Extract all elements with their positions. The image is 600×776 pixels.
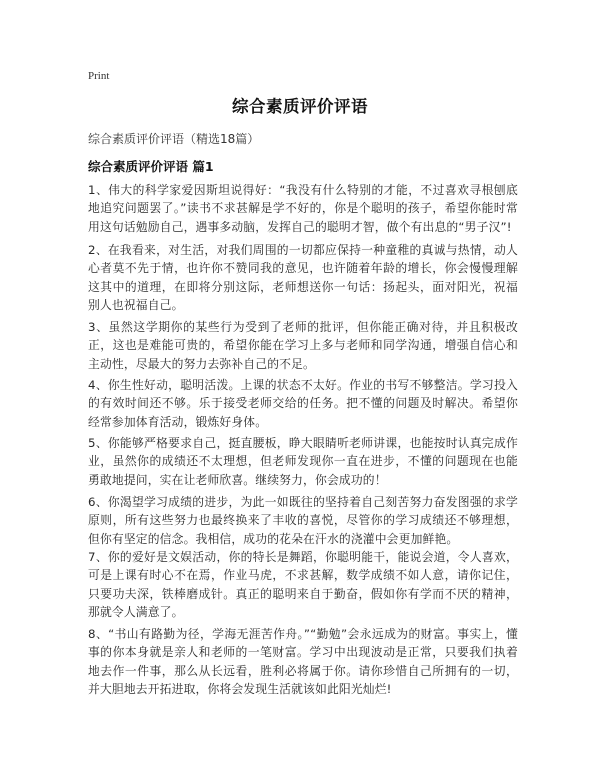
comment-paragraph-4: 4、你生性好动，聪明活泼。上课的状态不太好。作业的书写不够整洁。学习投入的有效时间还不够。乐于接受老师交给的任务。把不懂的问题及时解决。希望你经常参加体育活动，锻炼好身体。 <box>88 378 518 429</box>
comment-paragraph-1: 1、伟大的科学家爱因斯坦说得好：“我没有什么特别的才能，不过喜欢寻根刨底地追究问题罢了。”读书不求甚解是学不好的，你是个聪明的孩子，希望你能时常用这句话勉励自己，遇事多动脑，发挥自己的聪明才智，做个有出息的“男子汉”! <box>88 183 518 234</box>
section-heading: 综合素质评价评语 篇1 <box>88 159 214 174</box>
document-subtitle: 综合素质评价评语（精选18篇） <box>88 132 260 146</box>
comment-paragraph-5: 5、你能够严格要求自己，挺直腰板，睁大眼睛听老师讲课，也能按时认真完成作业，虽然你的成绩还不太理想，但老师发现你一直在进步，不懂的问题现在也能勇敢地提问，实在让老师欣喜。继续努力，你会成功的！ <box>88 436 518 487</box>
page-title: 综合素质评价评语 <box>232 97 368 116</box>
print-link[interactable]: Print <box>88 70 110 82</box>
comment-paragraph-7: 7、你的爱好是文娱活动，你的特长是舞蹈，你聪明能干，能说会道，令人喜欢，可是上课有时心不在焉，作业马虎，不求甚解，数学成绩不如人意，请你记住，只要功夫深，铁棒磨成针。真正的聪明来自于勤奋，假如你有学而不厌的精神，那就令人满意了。 <box>88 550 518 620</box>
comment-paragraph-6: 6、你渴望学习成绩的进步，为此一如既往的坚持着自己刻苦努力奋发图强的求学原则，所有这些努力也最终换来了丰收的喜悦，尽管你的学习成绩还不够理想，但你有坚定的信念。我相信，成功的花朵在汗水的浇灌中会更加鲜艳。 <box>88 495 518 546</box>
comment-paragraph-2: 2、在我看来，对生活，对我们周围的一切都应保持一种童稚的真诚与热情，动人心者莫不先于情，也许你不赞同我的意见，也许随着年龄的增长，你会慢慢理解这其中的道理，在即将分别这际，老师想送你一句话：扬起头，面对阳光，祝福别人也祝福自己。 <box>88 243 518 313</box>
comment-paragraph-3: 3、虽然这学期你的某些行为受到了老师的批评，但你能正确对待，并且积极改正，这也是难能可贵的，希望你能在学习上多与老师和同学沟通，增强自信心和主动性，尽最大的努力去弥补自己的不足。 <box>88 320 518 371</box>
comment-paragraph-8: 8、“书山有路勤为径，学海无涯苦作舟。”“勤勉”会永远成为的财富。事实上，懂事的你本身就是亲人和老师的一笔财富。学习中出现波动是正常，只要我们执着地去作一件事，那么从长远看，胜利必将属于你。请你珍惜自己所拥有的一切，并大胆地去开拓进取，你将会发现生活就该如此阳光灿烂! <box>88 627 518 697</box>
